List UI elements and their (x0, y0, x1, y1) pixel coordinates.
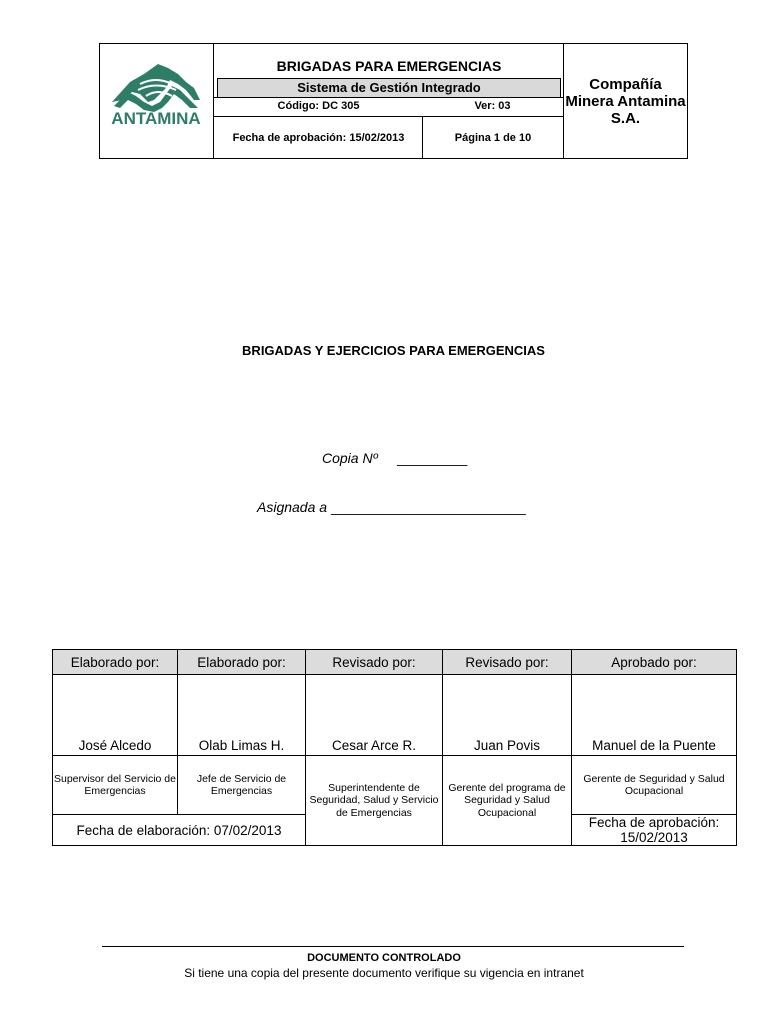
signature-header: Aprobado por: (572, 650, 737, 675)
signature-header: Revisado por: (306, 650, 443, 675)
header-subtitle: Sistema de Gestión Integrado (217, 78, 561, 98)
signer-name: Cesar Arce R. (306, 675, 443, 756)
signer-role: Gerente de Seguridad y Salud Ocupacional (572, 756, 737, 815)
elaboration-date: Fecha de elaboración: 07/02/2013 (53, 815, 306, 846)
footer-title: DOCUMENTO CONTROLADO (307, 952, 461, 964)
signature-header: Revisado por: (443, 650, 572, 675)
signer-role: Jefe de Servicio de Emergencias (178, 756, 306, 815)
signature-name-row (53, 675, 737, 756)
approval-date-cell (572, 815, 737, 846)
signer-name: José Alcedo (53, 675, 178, 756)
signature-header-row (53, 650, 737, 675)
company-name: Compañía Minera Antamina S.A. (563, 44, 687, 158)
signer-role: Supervisor del Servicio de Emergencias (53, 756, 178, 815)
antamina-logo (100, 44, 212, 156)
document-header (99, 43, 688, 159)
copy-number-line (322, 450, 467, 466)
logo-cell (100, 44, 214, 158)
footer-text: Si tiene una copia del presente documento verifique su vigencia en intranet (184, 966, 584, 980)
signer-name: Olab Limas H. (178, 675, 306, 756)
copy-number-blank: _________ (397, 450, 468, 466)
document-version: Ver: 03 (474, 100, 511, 112)
assigned-to-label: Asignada a (257, 499, 328, 515)
signer-name: Manuel de la Puente (572, 675, 737, 756)
signature-table (52, 649, 737, 846)
document-title: BRIGADAS Y EJERCICIOS PARA EMERGENCIAS (242, 343, 545, 358)
header-title: BRIGADAS PARA EMERGENCIAS (276, 58, 502, 74)
signature-header: Elaborado por: (53, 650, 178, 675)
page-number: Página 1 de 10 (422, 117, 563, 158)
signer-role: Superintendente de Seguridad, Salud y Servicio de Emergencias (306, 756, 443, 846)
signature-header: Elaborado por: (178, 650, 306, 675)
header-divider (214, 97, 563, 98)
approval-date-label: Fecha de aprobación: (588, 815, 720, 830)
copy-number-label: Copia Nº (322, 450, 378, 466)
document-code: Código: DC 305 (277, 100, 360, 112)
signature-role-row (53, 756, 737, 815)
approval-date-value: 15/02/2013 (620, 830, 688, 845)
logo-text: ANTAMINA (111, 109, 201, 128)
assigned-to-blank: _________________________ (330, 499, 526, 515)
assigned-to-line (257, 499, 526, 515)
approval-date: Fecha de aprobación: 15/02/2013 (232, 131, 405, 144)
header-date-row (215, 117, 563, 158)
header-code-row (215, 98, 563, 117)
header-divider (214, 116, 563, 117)
signer-name: Juan Povis (443, 675, 572, 756)
footer-divider (102, 946, 684, 947)
signer-role: Gerente del programa de Seguridad y Salud Ocupacional (443, 756, 572, 846)
